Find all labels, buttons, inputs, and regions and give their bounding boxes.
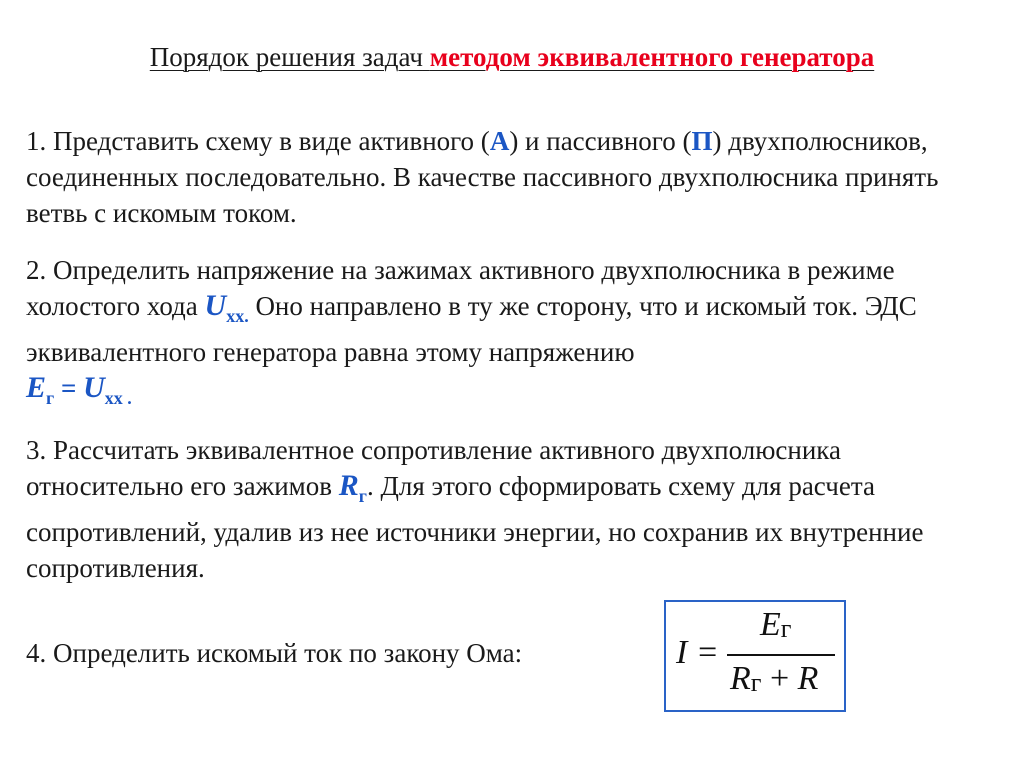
u-sub: xx. — [226, 306, 249, 326]
num-sub: г — [780, 614, 792, 643]
den-var-1: R — [730, 660, 751, 697]
u-sub-2: xx . — [104, 388, 132, 408]
step-1-text-c: ) двухполюсников, соединенных последовательно. В качестве пассивного двухполюсника принять ветвь с искомым током. — [26, 126, 939, 228]
title-highlight: методом эквивалентного генератора — [429, 42, 875, 72]
step-3-text-a: 3. Рассчитать эквивалентное сопротивление активного двухполюсника относительно его зажимов — [26, 435, 841, 501]
equals-sign: = — [54, 373, 84, 403]
u-var: U — [204, 289, 227, 322]
fraction-bar — [727, 654, 835, 656]
r-var: R — [338, 469, 359, 502]
den-plus: + — [761, 660, 798, 697]
step-4-text: 4. Определить искомый ток по закону Ома: — [26, 638, 523, 668]
formula-denominator — [730, 660, 818, 698]
step-2-text-b: Оно направлено в ту же сторону, что и искомый ток. ЭДС эквивалентного генератора равна этому напряжению — [26, 291, 917, 367]
title-plain: Порядок решения задач — [149, 42, 423, 72]
step-3-paragraph — [26, 432, 1001, 586]
step-2-text-a: 2. Определить напряжение на зажимах активного двухполюсника в режиме холостого хода — [26, 255, 895, 321]
den-sub-1: г — [750, 668, 762, 697]
r-g-symbol — [338, 469, 367, 506]
active-letter: А — [489, 126, 510, 156]
u-var-2: U — [83, 371, 105, 404]
formula-numerator — [760, 606, 791, 644]
step-2-paragraph — [26, 252, 1001, 416]
formula-lhs: I = — [676, 634, 719, 671]
e-g-symbol — [26, 371, 55, 408]
r-sub: г — [358, 486, 367, 506]
step-1-text-a: 1. Представить схему в виде активного ( — [26, 126, 490, 156]
num-var: E — [760, 606, 781, 643]
page-title — [0, 42, 1024, 73]
passive-letter: П — [691, 126, 713, 156]
u-xx-symbol — [204, 289, 249, 326]
u-xx-symbol-2 — [83, 371, 132, 408]
e-sub: г — [46, 388, 55, 408]
step-3-text-b: . Для этого сформировать схему для расчета сопротивлений, удалив из нее источники энергии, но сохранив их внутренние сопротивления. — [26, 471, 924, 583]
step-4-paragraph — [26, 635, 1001, 671]
den-var-2: R — [797, 660, 819, 697]
step-1-text-b: ) и пассивного ( — [509, 126, 692, 156]
step-1-paragraph — [26, 123, 1001, 231]
e-var: E — [26, 371, 47, 404]
